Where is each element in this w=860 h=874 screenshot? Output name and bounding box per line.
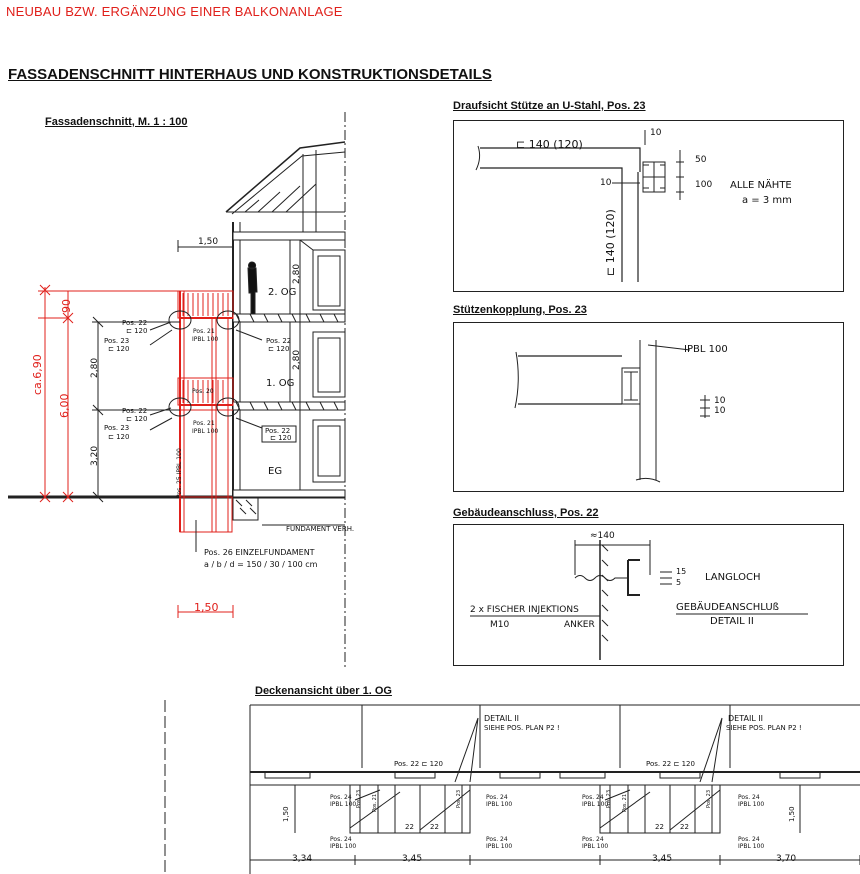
label-pos23a: Pos. 23 — [104, 337, 130, 345]
dr-beam: ⊏ 140 (120) — [516, 138, 583, 151]
dk-detail-a1: DETAIL II — [484, 714, 520, 723]
dk-h150-r: 1,50 — [788, 806, 796, 822]
an-d5: 5 — [676, 578, 682, 587]
label-pos20: Pos. 20 — [192, 388, 214, 395]
dk-pos24-6: Pos. 24 — [738, 794, 760, 801]
dk-n21a: Pos. 21 — [372, 793, 378, 812]
dk-pos24-7: Pos. 24 — [582, 836, 604, 843]
dim-1og: 2,80 — [292, 349, 302, 370]
dk-n23d: Pos. 23 — [706, 789, 712, 808]
dk-n22c: 22 — [655, 823, 664, 831]
dk-d345b: 3,45 — [652, 854, 673, 864]
label-pos26-dim: a / b / d = 150 / 30 / 100 cm — [204, 560, 318, 569]
label-c120d: ⊏ 120 — [108, 433, 130, 441]
dr-d10a: 10 — [650, 128, 662, 138]
label-pos22r: Pos. 22 — [266, 337, 292, 345]
dk-n23b: Pos. 23 — [456, 789, 462, 808]
label-pos26: Pos. 26 EINZELFUNDAMENT — [204, 548, 315, 557]
label-c120a: ⊏ 120 — [126, 327, 148, 335]
fassade-title: Fassadenschnitt, M. 1 : 100 — [45, 116, 188, 128]
floor-2og: 2. OG — [268, 287, 297, 298]
an-detail2: DETAIL II — [710, 616, 754, 627]
decke-title: Deckenansicht über 1. OG — [255, 685, 392, 697]
dim-bottom-width: 1,50 — [194, 601, 219, 614]
dk-n23c: Pos. 23 — [606, 789, 612, 808]
an-anker1: 2 x FISCHER INJEKTIONS — [470, 605, 579, 615]
dim-total: ca.6,90 — [31, 354, 44, 395]
an-d140: ≈140 — [590, 531, 615, 541]
dr-note1: ALLE NÄHTE — [730, 180, 792, 191]
label-c120c: ⊏ 120 — [126, 415, 148, 423]
kp-d10a: 10 — [714, 396, 726, 406]
draufsicht-title: Draufsicht Stütze an U-Stahl, Pos. 23 — [453, 100, 646, 112]
label-pos21a: Pos. 21 — [193, 328, 215, 335]
dk-ipbl-3: IPBL 100 — [330, 843, 357, 850]
dk-ipbl-6: IPBL 100 — [738, 801, 765, 808]
an-detail1: GEBÄUDEANSCHLUß — [676, 602, 779, 613]
kopplung-drawing — [515, 340, 710, 482]
dk-ipbl-7: IPBL 100 — [582, 843, 609, 850]
floor-1og: 1. OG — [266, 378, 295, 389]
dk-n21b: Pos. 21 — [622, 793, 628, 812]
building-section — [226, 142, 345, 520]
kp-ipbl: IPBL 100 — [684, 344, 728, 355]
dk-detail-a2: SIEHE POS. PLAN P2 ! — [484, 724, 560, 732]
dr-d100: 100 — [695, 180, 713, 190]
dk-pos22a: Pos. 22 ⊏ 120 — [394, 760, 443, 768]
dk-pos24-5: Pos. 24 — [582, 794, 604, 801]
label-pos23b: Pos. 23 — [104, 424, 130, 432]
label-c120box: ⊏ 120 — [270, 434, 292, 442]
an-anker2: M10 — [490, 620, 510, 630]
label-fundament: FUNDAMENT VERH. — [286, 525, 355, 533]
dk-ipbl-2: IPBL 100 — [486, 801, 513, 808]
dk-n22b: 22 — [430, 823, 439, 831]
dk-pos24-4: Pos. 24 — [486, 836, 508, 843]
dk-ipbl-8: IPBL 100 — [738, 843, 765, 850]
anschluss-drawing — [470, 540, 808, 660]
label-ipblb: IPBL 100 — [192, 428, 219, 435]
dk-detail-b2: SIEHE POS. PLAN P2 ! — [726, 724, 802, 732]
anschluss-title: Gebäudeanschluss, Pos. 22 — [453, 507, 599, 519]
dk-h150-l: 1,50 — [282, 806, 290, 822]
dr-d10b: 10 — [600, 178, 612, 188]
dk-n22d: 22 — [680, 823, 689, 831]
dk-d334: 3,34 — [292, 854, 313, 864]
label-pos22a: Pos. 22 — [122, 319, 148, 327]
dim-upper: 90 — [60, 299, 73, 313]
floor-eg: EG — [268, 466, 283, 477]
an-d15: 15 — [676, 567, 687, 576]
label-pos22b: Pos. 22 — [122, 407, 148, 415]
dr-d50: 50 — [695, 155, 707, 165]
dr-beam-v: ⊏ 140 (120) — [604, 209, 617, 276]
an-anker3: ANKER — [564, 620, 595, 630]
kp-d10b: 10 — [714, 406, 726, 416]
label-ipbla: IPBL 100 — [192, 336, 219, 343]
dk-pos24-1: Pos. 24 — [330, 794, 352, 801]
person-silhouette — [248, 262, 257, 314]
dk-pos24-2: Pos. 24 — [486, 794, 508, 801]
dr-note2: a = 3 mm — [742, 195, 792, 206]
label-pos25: Pos. 25 IPBL 100 — [176, 448, 183, 498]
dk-d370: 3,70 — [776, 854, 797, 864]
label-c120r: ⊏ 120 — [268, 345, 290, 353]
draufsicht-drawing — [476, 130, 684, 282]
dk-ipbl-1: IPBL 100 — [330, 801, 357, 808]
page-title: FASSADENSCHNITT HINTERHAUS UND KONSTRUKTIONSDETAILS — [8, 66, 492, 83]
project-title: NEUBAU BZW. ERGÄNZUNG EINER BALKONANLAGE — [6, 4, 343, 19]
dk-pos24-3: Pos. 24 — [330, 836, 352, 843]
dk-ipbl-5: IPBL 100 — [582, 801, 609, 808]
dk-pos24-8: Pos. 24 — [738, 836, 760, 843]
label-c120b: ⊏ 120 — [108, 345, 130, 353]
an-langloch: LANGLOCH — [705, 572, 761, 583]
dim-2og: 2,80 — [292, 263, 302, 284]
dk-n23a: Pos. 23 — [356, 789, 362, 808]
kopplung-title: Stützenkopplung, Pos. 23 — [453, 304, 587, 316]
dim-h1: 2,80 — [90, 357, 100, 378]
dim-h2: 3,20 — [90, 445, 100, 466]
label-pos21b: Pos. 21 — [193, 420, 215, 427]
dk-ipbl-4: IPBL 100 — [486, 843, 513, 850]
dim-lower: 6,00 — [58, 393, 71, 418]
dk-pos22b: Pos. 22 ⊏ 120 — [646, 760, 695, 768]
dk-n22a: 22 — [405, 823, 414, 831]
dk-d345a: 3,45 — [402, 854, 423, 864]
dim-top-width: 1,50 — [198, 237, 219, 247]
label-pos22box: Pos. 22 — [265, 427, 291, 435]
dk-detail-b1: DETAIL II — [728, 714, 764, 723]
